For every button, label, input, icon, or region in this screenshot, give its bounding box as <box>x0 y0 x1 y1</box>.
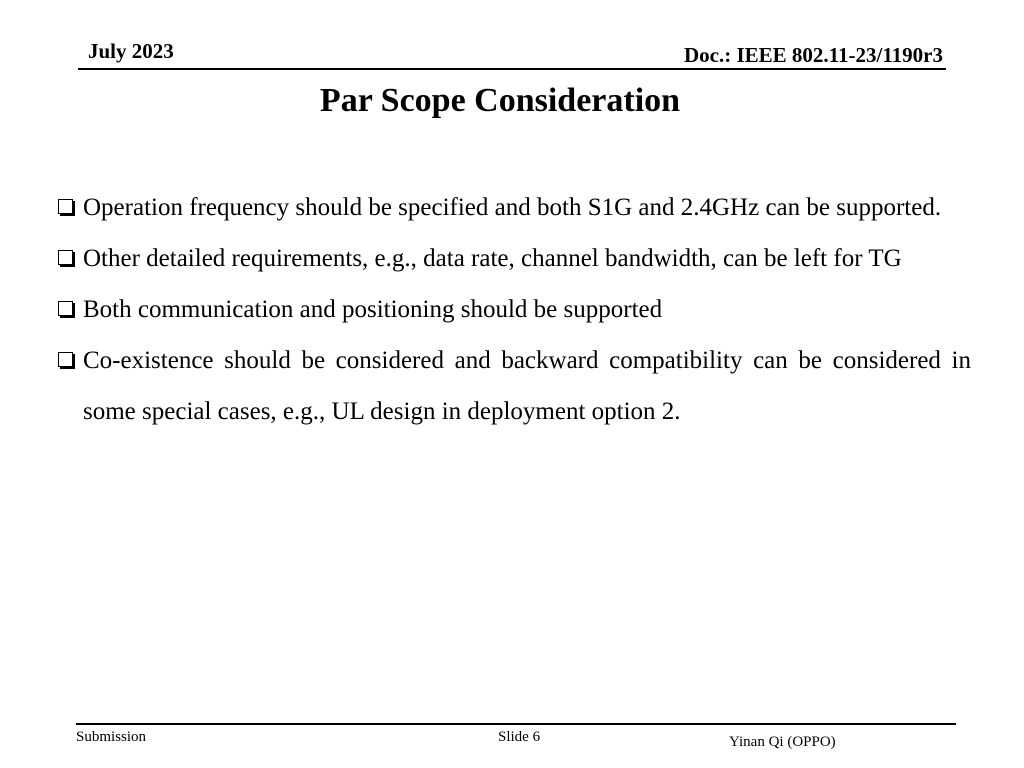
bullet-item <box>58 182 971 233</box>
footer-author: Yinan Qi (OPPO) <box>729 734 836 750</box>
bullet-text: Other detailed requirements, e.g., data rate, channel bandwidth, can be left for TG <box>83 245 902 272</box>
slide-title: Par Scope Consideration <box>319 82 681 119</box>
bullet-text: Co-existence should be considered and backward compatibility can be considered in some special cases, e.g., UL design in deployment option 2. <box>83 347 971 425</box>
checkbox-bullet-icon <box>58 301 73 316</box>
bullet-item <box>58 284 971 335</box>
footer-slide-number: Slide 6 <box>498 729 541 745</box>
checkbox-bullet-icon <box>58 199 73 214</box>
checkbox-bullet-icon <box>58 250 73 265</box>
header-divider <box>78 68 946 70</box>
bullet-text: Operation frequency should be specified and both S1G and 2.4GHz can be supported. <box>83 194 942 221</box>
bullet-list <box>58 182 971 437</box>
bullet-item <box>58 335 971 437</box>
footer-submission: Submission <box>76 729 147 745</box>
bullet-item <box>58 233 971 284</box>
footer-divider <box>76 723 956 725</box>
header-doc-id: Doc.: IEEE 802.11-23/1190r3 <box>683 43 943 67</box>
bullet-text: Both communication and positioning should be supported <box>83 296 663 323</box>
checkbox-bullet-icon <box>58 352 73 367</box>
header-date: July 2023 <box>88 39 174 63</box>
